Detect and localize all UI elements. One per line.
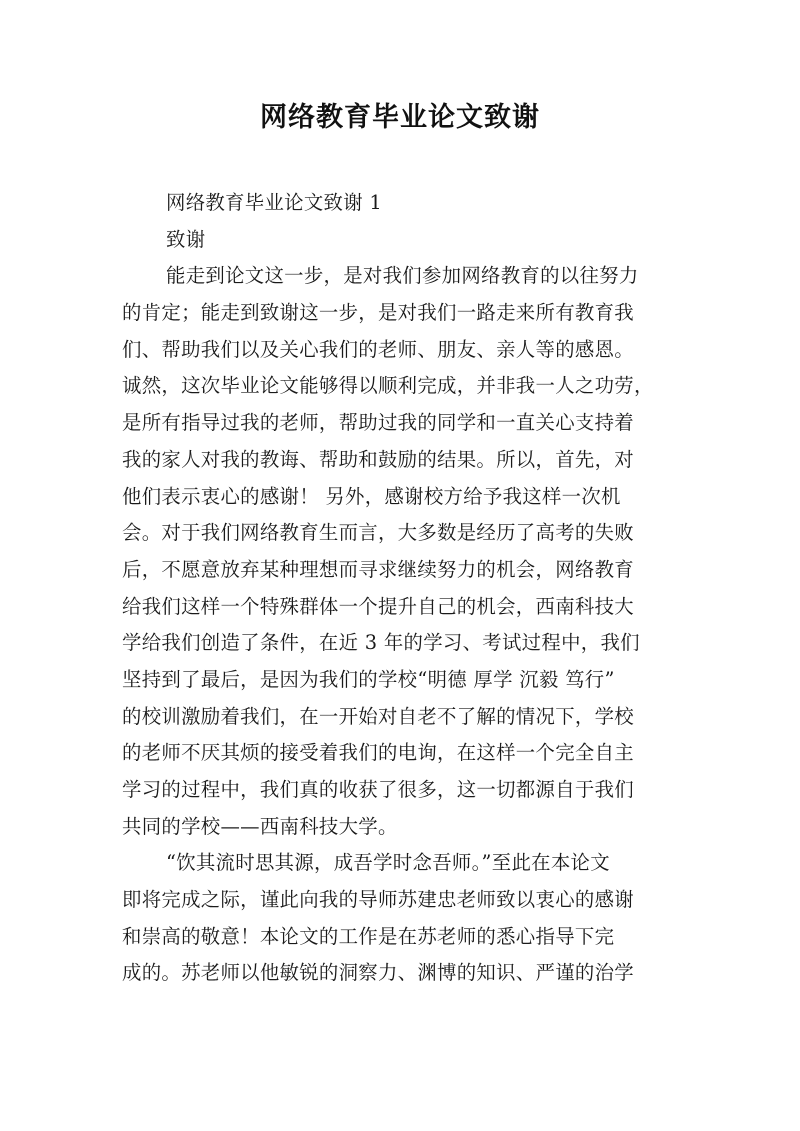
text-line: 的校训激励着我们，在一开始对自老不了解的情况下，学校: [122, 704, 634, 728]
text-line: 们、帮助我们以及关心我们的老师、朋友、亲人等的感恩。: [122, 337, 634, 361]
text-line: 学习的过程中，我们真的收获了很多，这一切都源自于我们: [122, 778, 634, 801]
text-line: 致谢: [166, 227, 206, 251]
text-line: 的老师不厌其烦的接受着我们的电询，在这样一个完全自主: [122, 741, 634, 765]
text-line: 和崇高的敬意！本论文的工作是在苏老师的悉心指导下完: [122, 924, 615, 948]
text-line: 的肯定；能走到致谢这一步，是对我们一路走来所有教育我: [122, 301, 634, 325]
text-line: 网络教育毕业论文致谢 1: [166, 191, 383, 214]
text-line: 给我们这样一个特殊群体一个提升自己的机会，西南科技大: [122, 594, 634, 618]
text-line: 坚持到了最后，是因为我们的学校“明德 厚学 沉毅 笃行”: [122, 667, 615, 691]
text-line: 会。对于我们网络教育生而言，大多数是经历了高考的失败: [122, 521, 634, 545]
text-line: 即将完成之际，谨此向我的导师苏建忠老师致以衷心的感谢: [122, 888, 634, 912]
text-line: 他们表示衷心的感谢！ 另外，感谢校方给予我这样一次机: [122, 484, 621, 508]
text-line: 是所有指导过我的老师，帮助过我的同学和一直关心支持着: [122, 411, 634, 435]
text-line: “饮其流时思其源，成吾学时念吾师。”至此在本论文: [166, 851, 610, 875]
document-body: [122, 185, 687, 992]
text-line: 共同的学校——西南科技大学。: [122, 814, 398, 838]
text-line: 诚然，这次毕业论文能够得以顺利完成，并非我一人之功劳，: [122, 374, 654, 398]
text-line: 后，不愿意放弃某种理想而寻求继续努力的机会，网络教育: [122, 557, 634, 581]
text-line: 成的。苏老师以他敏锐的洞察力、渊博的知识、严谨的治学: [122, 961, 634, 985]
text-line: 学给我们创造了条件，在近 3 年的学习、考试过程中，我们: [122, 631, 640, 655]
document-title: 网络教育毕业论文致谢: [260, 102, 540, 133]
text-line: 能走到论文这一步，是对我们参加网络教育的以往努力: [166, 264, 639, 288]
text-line: 我的家人对我的教诲、帮助和鼓励的结果。所以，首先，对: [122, 447, 634, 471]
